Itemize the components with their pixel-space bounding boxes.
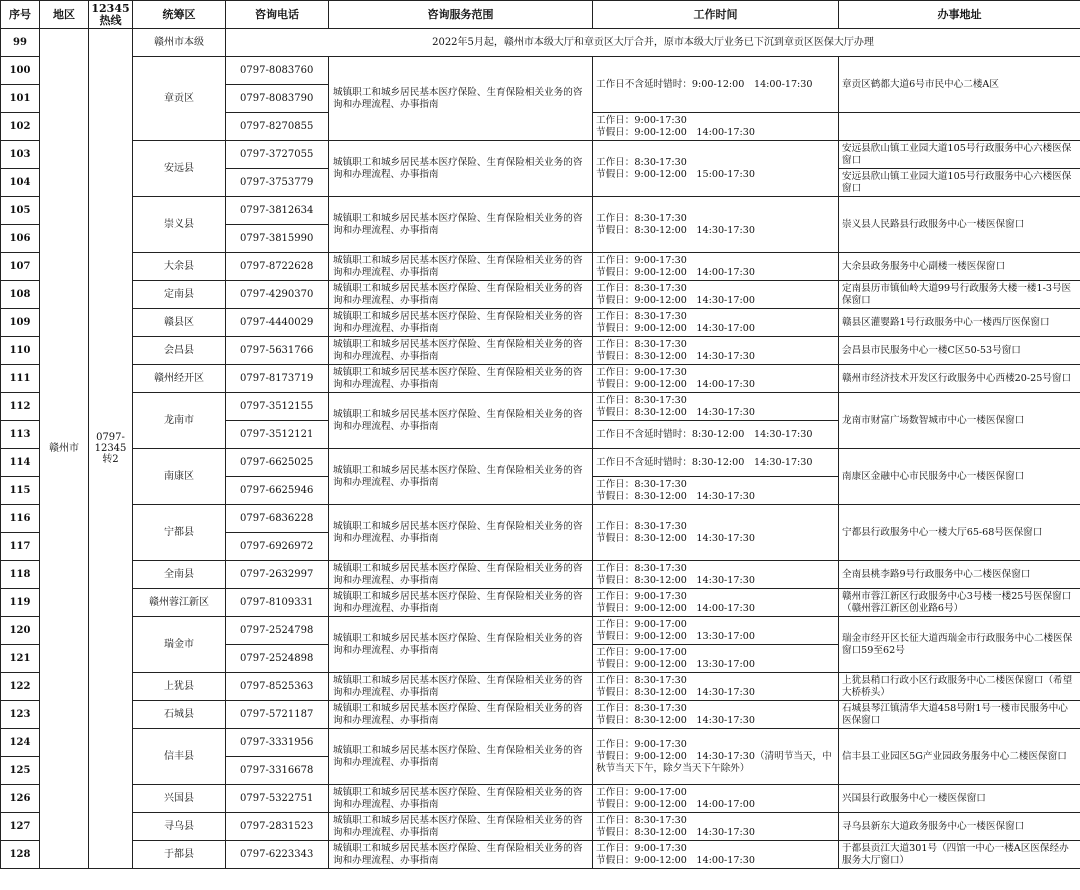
table-row <box>1 449 1080 477</box>
row-index: 102 <box>1 113 40 141</box>
address-cell: 龙南市财富广场数智城市中心一楼医保窗口 <box>839 393 1080 449</box>
phone-cell: 0797-3512121 <box>226 421 329 449</box>
scope-cell: 城镇职工和城乡居民基本医疗保险、生育保险相关业务的咨询和办理流程、办事指南 <box>329 309 593 337</box>
phone-cell: 0797-3331956 <box>226 729 329 757</box>
scope-cell: 城镇职工和城乡居民基本医疗保险、生育保险相关业务的咨询和办理流程、办事指南 <box>329 617 593 673</box>
hours-cell: 工作日不含延时错时：8:30-12:00 14:30-17:30 <box>593 449 839 477</box>
table-header-row <box>1 1 1080 29</box>
scope-cell: 城镇职工和城乡居民基本医疗保险、生育保险相关业务的咨询和办理流程、办事指南 <box>329 701 593 729</box>
row-index: 99 <box>1 29 40 57</box>
row-index: 107 <box>1 253 40 281</box>
address-cell: 章贡区鹤都大道6号市民中心二楼A区 <box>839 57 1080 113</box>
hotline-cell <box>89 29 133 869</box>
district-cell: 南康区 <box>133 449 226 505</box>
phone-cell: 0797-6625025 <box>226 449 329 477</box>
table-row <box>1 617 1080 645</box>
table-row <box>1 197 1080 225</box>
table-row <box>1 365 1080 393</box>
header-district: 统筹区 <box>133 1 226 29</box>
address-cell: 赣县区灌婴路1号行政服务中心一楼西厅医保窗口 <box>839 309 1080 337</box>
district-cell: 兴国县 <box>133 785 226 813</box>
phone-cell: 0797-6836228 <box>226 505 329 533</box>
hours-cell: 工作日：9:00-17:30 节假日：9:00-12:00 14:00-17:30 <box>593 253 839 281</box>
row-index: 120 <box>1 617 40 645</box>
phone-cell: 0797-3316678 <box>226 757 329 785</box>
row-index: 114 <box>1 449 40 477</box>
row-index: 108 <box>1 281 40 309</box>
scope-cell: 城镇职工和城乡居民基本医疗保险、生育保险相关业务的咨询和办理流程、办事指南 <box>329 365 593 393</box>
row-index: 125 <box>1 757 40 785</box>
phone-cell: 0797-5721187 <box>226 701 329 729</box>
table-row <box>1 393 1080 421</box>
scope-cell: 城镇职工和城乡居民基本医疗保险、生育保险相关业务的咨询和办理流程、办事指南 <box>329 253 593 281</box>
hours-cell: 工作日：9:00-17:00 节假日：9:00-12:00 13:30-17:00 <box>593 617 839 645</box>
header-phone: 咨询电话 <box>226 1 329 29</box>
table-row <box>1 561 1080 589</box>
phone-cell: 0797-2831523 <box>226 813 329 841</box>
district-cell: 安远县 <box>133 141 226 197</box>
row-index: 113 <box>1 421 40 449</box>
hours-cell: 工作日：8:30-17:30 节假日：9:00-12:00 15:00-17:30 <box>593 141 839 197</box>
row-index: 100 <box>1 57 40 85</box>
hours-cell: 工作日：9:00-17:30 节假日：9:00-12:00 14:00-17:30 <box>593 113 839 141</box>
district-cell: 章贡区 <box>133 57 226 141</box>
district-cell: 定南县 <box>133 281 226 309</box>
scope-cell: 城镇职工和城乡居民基本医疗保险、生育保险相关业务的咨询和办理流程、办事指南 <box>329 393 593 449</box>
district-cell: 大余县 <box>133 253 226 281</box>
row-index: 119 <box>1 589 40 617</box>
scope-cell: 城镇职工和城乡居民基本医疗保险、生育保险相关业务的咨询和办理流程、办事指南 <box>329 141 593 197</box>
district-cell: 寻乌县 <box>133 813 226 841</box>
row-index: 103 <box>1 141 40 169</box>
hours-cell: 工作日不含延时错时：8:30-12:00 14:30-17:30 <box>593 421 839 449</box>
address-cell: 安远县欣山镇工业园大道105号行政服务中心六楼医保窗口 <box>839 141 1080 169</box>
row-index: 109 <box>1 309 40 337</box>
address-cell: 信丰县工业园区5G产业园政务服务中心二楼医保窗口 <box>839 729 1080 785</box>
table-row <box>1 673 1080 701</box>
table-row <box>1 281 1080 309</box>
hours-cell: 工作日：9:00-17:30 节假日：9:00-12:00 14:30-17:30（清明节当天，中秋节当天下午，除夕当天下午除外） <box>593 729 839 785</box>
address-cell: 南康区金融中心市民服务中心一楼医保窗口 <box>839 449 1080 505</box>
hours-cell: 工作日：8:30-17:30 节假日：8:30-12:00 14:30-17:30 <box>593 673 839 701</box>
header-area: 地区 <box>40 1 89 29</box>
district-cell: 龙南市 <box>133 393 226 449</box>
phone-cell: 0797-5631766 <box>226 337 329 365</box>
phone-cell: 0797-6926972 <box>226 533 329 561</box>
scope-cell: 城镇职工和城乡居民基本医疗保险、生育保险相关业务的咨询和办理流程、办事指南 <box>329 505 593 561</box>
header-scope: 咨询服务范围 <box>329 1 593 29</box>
row-index: 124 <box>1 729 40 757</box>
row-index: 121 <box>1 645 40 673</box>
row-index: 116 <box>1 505 40 533</box>
district-cell: 赣县区 <box>133 309 226 337</box>
row-index: 104 <box>1 169 40 197</box>
row-index: 128 <box>1 841 40 869</box>
hours-cell: 工作日：8:30-17:30 节假日：8:30-12:00 14:30-17:30 <box>593 337 839 365</box>
header-hours: 工作时间 <box>593 1 839 29</box>
district-cell: 会昌县 <box>133 337 226 365</box>
table-row <box>1 29 1080 57</box>
address-cell: 大余县政务服务中心副楼一楼医保窗口 <box>839 253 1080 281</box>
address-cell: 于都县贡江大道301号（四馆一中心一楼A区医保经办服务大厅窗口） <box>839 841 1080 869</box>
table-row <box>1 57 1080 85</box>
address-cell: 寻乌县新东大道政务服务中心一楼医保窗口 <box>839 813 1080 841</box>
address-cell: 赣州市经济技术开发区行政服务中心西楼20-25号窗口 <box>839 365 1080 393</box>
address-cell: 宁都县行政服务中心一楼大厅65-68号医保窗口 <box>839 505 1080 561</box>
phone-cell: 0797-6625946 <box>226 477 329 505</box>
scope-cell: 城镇职工和城乡居民基本医疗保险、生育保险相关业务的咨询和办理流程、办事指南 <box>329 785 593 813</box>
hours-cell: 工作日：9:00-17:30 节假日：9:00-12:00 14:00-17:30 <box>593 365 839 393</box>
row-index: 115 <box>1 477 40 505</box>
table-row <box>1 701 1080 729</box>
hours-cell: 工作日：8:30-17:30 节假日：8:30-12:00 14:30-17:30 <box>593 477 839 505</box>
address-cell: 会昌县市民服务中心一楼C区50-53号窗口 <box>839 337 1080 365</box>
phone-cell: 0797-8083790 <box>226 85 329 113</box>
district-cell: 宁都县 <box>133 505 226 561</box>
phone-cell: 0797-3512155 <box>226 393 329 421</box>
district-cell: 上犹县 <box>133 673 226 701</box>
header-address: 办事地址 <box>839 1 1080 29</box>
scope-cell: 城镇职工和城乡居民基本医疗保险、生育保险相关业务的咨询和办理流程、办事指南 <box>329 589 593 617</box>
hours-cell: 工作日：9:00-17:00 节假日：9:00-12:00 14:00-17:00 <box>593 785 839 813</box>
scope-cell: 城镇职工和城乡居民基本医疗保险、生育保险相关业务的咨询和办理流程、办事指南 <box>329 197 593 253</box>
phone-cell: 0797-3815990 <box>226 225 329 253</box>
phone-cell: 0797-4440029 <box>226 309 329 337</box>
table-row <box>1 505 1080 533</box>
scope-cell: 城镇职工和城乡居民基本医疗保险、生育保险相关业务的咨询和办理流程、办事指南 <box>329 813 593 841</box>
district-cell: 石城县 <box>133 701 226 729</box>
row-index: 123 <box>1 701 40 729</box>
row-index: 127 <box>1 813 40 841</box>
phone-cell: 0797-6223343 <box>226 841 329 869</box>
phone-cell: 0797-8109331 <box>226 589 329 617</box>
phone-cell: 0797-8270855 <box>226 113 329 141</box>
phone-cell: 0797-3812634 <box>226 197 329 225</box>
scope-cell: 城镇职工和城乡居民基本医疗保险、生育保险相关业务的咨询和办理流程、办事指南 <box>329 729 593 785</box>
district-cell: 全南县 <box>133 561 226 589</box>
district-cell: 赣州经开区 <box>133 365 226 393</box>
scope-cell: 城镇职工和城乡居民基本医疗保险、生育保险相关业务的咨询和办理流程、办事指南 <box>329 281 593 309</box>
phone-cell: 0797-5322751 <box>226 785 329 813</box>
row-index: 122 <box>1 673 40 701</box>
district-cell: 崇义县 <box>133 197 226 253</box>
header-hotline: 12345热线 <box>89 1 133 29</box>
hours-cell: 工作日：8:30-17:30 节假日：9:00-12:00 14:30-17:00 <box>593 281 839 309</box>
hours-cell: 工作日：8:30-17:30 节假日：8:30-12:00 14:30-17:30 <box>593 505 839 561</box>
row-index: 126 <box>1 785 40 813</box>
row-index: 110 <box>1 337 40 365</box>
row-index: 105 <box>1 197 40 225</box>
scope-cell: 城镇职工和城乡居民基本医疗保险、生育保险相关业务的咨询和办理流程、办事指南 <box>329 673 593 701</box>
address-cell: 瑞金市经开区长征大道西瑞金市行政服务中心二楼医保窗口59至62号 <box>839 617 1080 673</box>
table-row <box>1 337 1080 365</box>
hours-cell: 工作日不含延时错时：9:00-12:00 14:00-17:30 <box>593 57 839 113</box>
scope-cell: 城镇职工和城乡居民基本医疗保险、生育保险相关业务的咨询和办理流程、办事指南 <box>329 561 593 589</box>
address-cell: 兴国县行政服务中心一楼医保窗口 <box>839 785 1080 813</box>
phone-cell: 0797-8525363 <box>226 673 329 701</box>
address-cell: 定南县历市镇仙岭大道99号行政服务大楼一楼1-3号医保窗口 <box>839 281 1080 309</box>
hours-cell: 工作日：8:30-17:30 节假日：8:30-12:00 14:30-17:30 <box>593 393 839 421</box>
district-cell: 赣州市本级 <box>133 29 226 57</box>
hours-cell: 工作日：8:30-17:30 节假日：8:30-12:00 14:30-17:30 <box>593 813 839 841</box>
row-index: 111 <box>1 365 40 393</box>
address-cell: 石城县琴江镇清华大道458号附1号一楼市民服务中心医保窗口 <box>839 701 1080 729</box>
address-cell: 赣州市蓉江新区行政服务中心3号楼一楼25号医保窗口（赣州蓉江新区创业路6号） <box>839 589 1080 617</box>
hours-cell: 工作日：9:00-17:30 节假日：9:00-12:00 14:00-17:30 <box>593 589 839 617</box>
phone-cell: 0797-4290370 <box>226 281 329 309</box>
table-row <box>1 141 1080 169</box>
address-cell: 上犹县稍口行政小区行政服务中心二楼医保窗口（希望大桥桥头） <box>839 673 1080 701</box>
table-row <box>1 253 1080 281</box>
hours-cell: 工作日：9:00-17:00 节假日：9:00-12:00 13:30-17:00 <box>593 645 839 673</box>
phone-cell: 0797-2524798 <box>226 617 329 645</box>
table-row <box>1 785 1080 813</box>
area-cell: 赣州市 <box>40 29 89 869</box>
table-row <box>1 841 1080 869</box>
row-index: 106 <box>1 225 40 253</box>
row-index: 117 <box>1 533 40 561</box>
hotline-line: 0797- 12345转2 <box>94 432 127 465</box>
district-cell: 瑞金市 <box>133 617 226 673</box>
phone-cell: 0797-3727055 <box>226 141 329 169</box>
hours-cell: 工作日：8:30-17:30 节假日：8:30-12:00 14:30-17:30 <box>593 197 839 253</box>
address-cell <box>839 113 1080 141</box>
phone-cell: 0797-2524898 <box>226 645 329 673</box>
table-row <box>1 729 1080 757</box>
row-index: 118 <box>1 561 40 589</box>
phone-cell: 0797-2632997 <box>226 561 329 589</box>
scope-cell: 城镇职工和城乡居民基本医疗保险、生育保险相关业务的咨询和办理流程、办事指南 <box>329 337 593 365</box>
phone-cell: 0797-8083760 <box>226 57 329 85</box>
hours-cell: 工作日：8:30-17:30 节假日：8:30-12:00 14:30-17:30 <box>593 701 839 729</box>
phone-cell: 0797-8173719 <box>226 365 329 393</box>
scope-cell: 城镇职工和城乡居民基本医疗保险、生育保险相关业务的咨询和办理流程、办事指南 <box>329 449 593 505</box>
address-cell: 全南县桃李路9号行政服务中心二楼医保窗口 <box>839 561 1080 589</box>
phone-cell: 0797-3753779 <box>226 169 329 197</box>
header-index: 序号 <box>1 1 40 29</box>
district-cell: 于都县 <box>133 841 226 869</box>
district-cell: 赣州蓉江新区 <box>133 589 226 617</box>
table-row <box>1 309 1080 337</box>
hours-cell: 工作日：8:30-17:30 节假日：9:00-12:00 14:30-17:00 <box>593 309 839 337</box>
district-cell: 信丰县 <box>133 729 226 785</box>
row-index: 112 <box>1 393 40 421</box>
address-cell: 崇义县人民路县行政服务中心一楼医保窗口 <box>839 197 1080 253</box>
phone-cell: 0797-8722628 <box>226 253 329 281</box>
table-row <box>1 589 1080 617</box>
hours-cell: 工作日：8:30-17:30 节假日：8:30-12:00 14:30-17:30 <box>593 561 839 589</box>
address-cell: 安远县欣山镇工业园大道105号行政服务中心六楼医保窗口 <box>839 169 1080 197</box>
scope-cell: 城镇职工和城乡居民基本医疗保险、生育保险相关业务的咨询和办理流程、办事指南 <box>329 841 593 869</box>
merge-note: 2022年5月起，赣州市本级大厅和章贡区大厅合并，原市本级大厅业务已下沉到章贡区医保大厅办理 <box>226 29 1080 57</box>
table-row <box>1 813 1080 841</box>
hours-cell: 工作日：9:00-17:30 节假日：9:00-12:00 14:00-17:30 <box>593 841 839 869</box>
row-index: 101 <box>1 85 40 113</box>
scope-cell: 城镇职工和城乡居民基本医疗保险、生育保险相关业务的咨询和办理流程、办事指南 <box>329 57 593 141</box>
